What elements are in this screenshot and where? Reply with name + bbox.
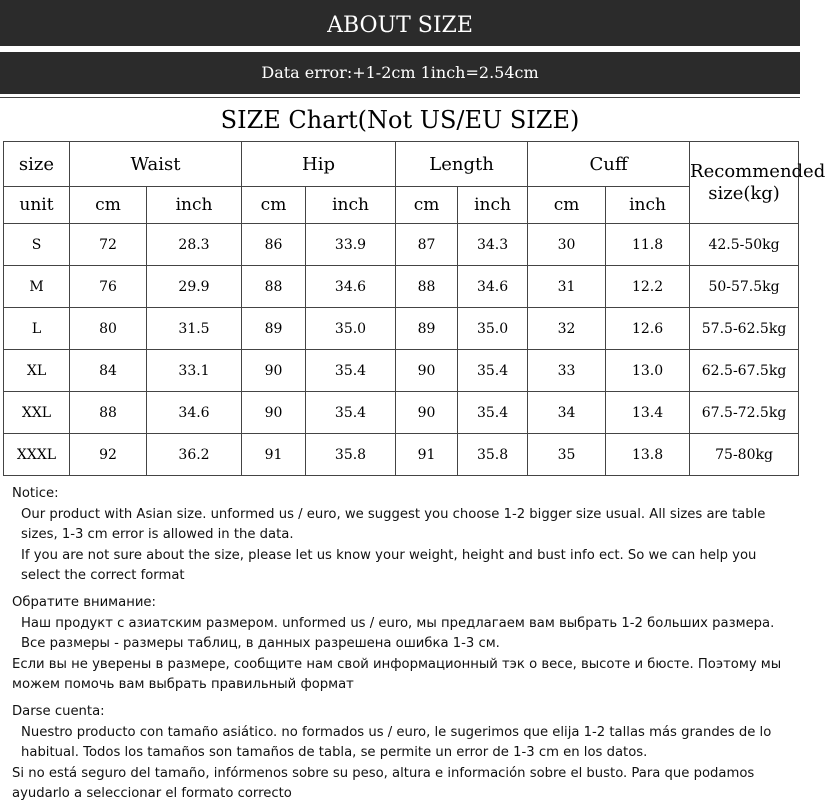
measurement-cell: 88 [396, 266, 458, 308]
recommended-cell: 57.5-62.5kg [690, 308, 799, 350]
size-cell: L [4, 308, 70, 350]
measurement-cell: 31.5 [147, 308, 242, 350]
measurement-cell: 35.8 [458, 434, 528, 476]
measurement-cell: 86 [242, 224, 306, 266]
about-size-banner: ABOUT SIZE [0, 0, 800, 46]
measurement-cell: 28.3 [147, 224, 242, 266]
measurement-cell: 33 [528, 350, 606, 392]
measurement-cell: 12.6 [606, 308, 690, 350]
measurement-cell: 11.8 [606, 224, 690, 266]
unit-cell: inch [147, 187, 242, 224]
recommended-cell: 50-57.5kg [690, 266, 799, 308]
table-header-row [4, 142, 799, 187]
measurement-cell: 13.0 [606, 350, 690, 392]
size-cell: XL [4, 350, 70, 392]
measurement-cell: 35.4 [458, 392, 528, 434]
waist-header: Waist [70, 142, 242, 187]
unit-cell: cm [528, 187, 606, 224]
hip-header: Hip [242, 142, 396, 187]
measurement-cell: 91 [242, 434, 306, 476]
size-table [3, 141, 825, 476]
size-cell: S [4, 224, 70, 266]
measurement-cell: 35.4 [306, 392, 396, 434]
measurement-cell: 35.4 [306, 350, 396, 392]
measurement-cell: 87 [396, 224, 458, 266]
notice-heading: Darse cuenta: [12, 703, 105, 719]
notice-russian [12, 593, 792, 696]
size-chart-title: SIZE Chart(Not US/EU SIZE) [0, 97, 800, 142]
notice-paragraph: If you are not sure about the size, please let us know your weight, height and bust info ect. So we can help you select the correct format [21, 547, 757, 584]
size-cell: XXL [4, 392, 70, 434]
notice-heading: Обратите внимание: [12, 594, 156, 610]
unit-cell: cm [242, 187, 306, 224]
unit-row [4, 187, 799, 224]
measurement-cell: 88 [70, 392, 147, 434]
measurement-cell: 89 [396, 308, 458, 350]
recommended-cell: 75-80kg [690, 434, 799, 476]
measurement-cell: 90 [396, 350, 458, 392]
table-row [4, 266, 799, 308]
table-row [4, 434, 799, 476]
measurement-cell: 34.3 [458, 224, 528, 266]
unit-cell: inch [606, 187, 690, 224]
measurement-cell: 34.6 [306, 266, 396, 308]
notes-section [12, 484, 792, 811]
notice-paragraph: Our product with Asian size. unformed us / euro, we suggest you choose 1-2 bigger size usual. All sizes are table sizes, 1-3 cm error is allowed in the data. [21, 506, 766, 543]
measurement-cell: 33.9 [306, 224, 396, 266]
measurement-cell: 35.0 [458, 308, 528, 350]
measurement-cell: 35.8 [306, 434, 396, 476]
length-header: Length [396, 142, 528, 187]
measurement-cell: 13.8 [606, 434, 690, 476]
notice-paragraph: Si no está seguro del tamaño, infórmenos sobre su peso, altura e información sobre el busto. Para que podamos ayudarlo a seleccionar el formato correcto [12, 765, 755, 802]
measurement-cell: 13.4 [606, 392, 690, 434]
measurement-cell: 88 [242, 266, 306, 308]
measurement-cell: 90 [396, 392, 458, 434]
recommended-line2: size(kg) [708, 182, 780, 204]
cuff-header: Cuff [528, 142, 690, 187]
recommended-cell: 67.5-72.5kg [690, 392, 799, 434]
table-row [4, 308, 799, 350]
measurement-cell: 34 [528, 392, 606, 434]
notice-paragraph: Если вы не уверены в размере, сообщите нам свой информационный тэк о весе, высоте и бюсте. Поэтому мы можем помочь вам выбрать правильный формат [12, 656, 782, 693]
measurement-cell: 34.6 [458, 266, 528, 308]
unit-label: unit [4, 187, 70, 224]
notice-paragraph: Nuestro producto con tamaño asiático. no formados us / euro, le sugerimos que elija 1-2 tallas más grandes de lo habitual. Todos los tamaños son tamaños de tabla, se permite un error de 1-3 cm en los datos. [21, 724, 772, 761]
measurement-cell: 34.6 [147, 392, 242, 434]
measurement-cell: 30 [528, 224, 606, 266]
data-error-banner: Data error:+1-2cm 1inch=2.54cm [0, 52, 800, 94]
measurement-cell: 35 [528, 434, 606, 476]
measurement-cell: 31 [528, 266, 606, 308]
table-row [4, 392, 799, 434]
unit-cell: inch [458, 187, 528, 224]
table-row [4, 350, 799, 392]
size-header: size [4, 142, 70, 187]
notice-english [12, 484, 792, 587]
table-row [4, 224, 799, 266]
size-cell: XXXL [4, 434, 70, 476]
recommended-line1: Recommended [690, 160, 825, 182]
notice-heading: Notice: [12, 486, 59, 501]
measurement-cell: 84 [70, 350, 147, 392]
notice-paragraph: Наш продукт с азиатским размером. unformed us / euro, мы предлагаем вам выбрать 1-2 больших размера. Все размеры - размеры таблиц, в данных разрешена ошибка 1-3 см. [21, 615, 775, 652]
measurement-cell: 91 [396, 434, 458, 476]
measurement-cell: 90 [242, 350, 306, 392]
unit-cell: cm [70, 187, 147, 224]
measurement-cell: 29.9 [147, 266, 242, 308]
measurement-cell: 72 [70, 224, 147, 266]
recommended-header [690, 142, 825, 224]
measurement-cell: 35.0 [306, 308, 396, 350]
measurement-cell: 89 [242, 308, 306, 350]
unit-cell: cm [396, 187, 458, 224]
measurement-cell: 80 [70, 308, 147, 350]
measurement-cell: 32 [528, 308, 606, 350]
recommended-cell: 42.5-50kg [690, 224, 799, 266]
measurement-cell: 76 [70, 266, 147, 308]
size-cell: M [4, 266, 70, 308]
notice-spanish [12, 702, 792, 805]
unit-cell: inch [306, 187, 396, 224]
measurement-cell: 12.2 [606, 266, 690, 308]
measurement-cell: 33.1 [147, 350, 242, 392]
measurement-cell: 36.2 [147, 434, 242, 476]
recommended-cell: 62.5-67.5kg [690, 350, 799, 392]
measurement-cell: 92 [70, 434, 147, 476]
measurement-cell: 90 [242, 392, 306, 434]
measurement-cell: 35.4 [458, 350, 528, 392]
